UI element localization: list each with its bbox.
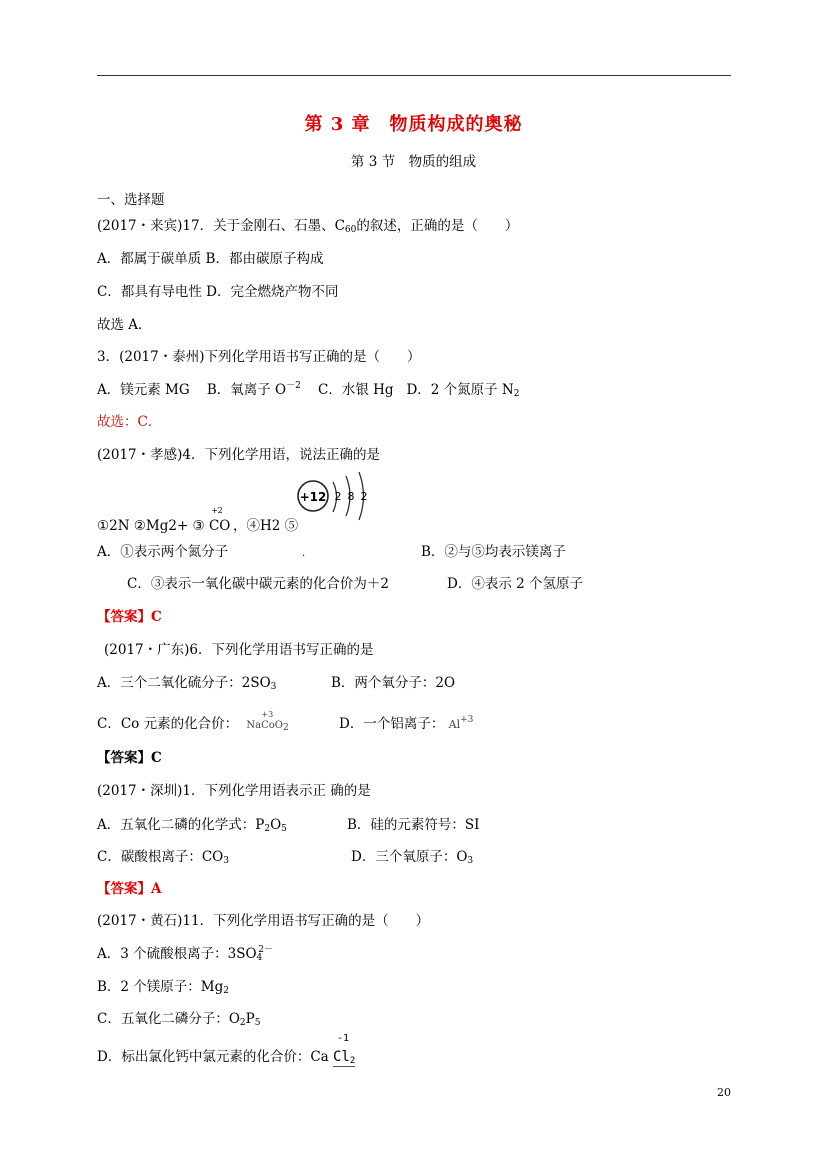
header-rule bbox=[97, 75, 731, 76]
q5-option-a: A．五氧化二磷的化学式：$P_2O_5$ bbox=[97, 817, 287, 834]
stray-dot: . bbox=[302, 548, 306, 559]
q5-option-b: B．硅的元素符号：SI bbox=[347, 817, 480, 833]
chapter-title: 第 3 章 物质构成的奥秘 bbox=[304, 114, 523, 135]
q3-items: ①2N ②Mg2+ ③ +2 CO ，④H2 ⑤ bbox=[97, 506, 299, 534]
q2-options: A．镁元素 MG B．氧离子 $O^{-2}$ C．水银 Hg D．2 个氮原子 $N_2$ bbox=[97, 381, 520, 399]
q6-option-d: D．标出氯化钙中氯元素的化合价：Ca -1 $Cl_2$ bbox=[97, 1033, 356, 1066]
q4-option-a: A．三个二氧化硫分子：$2SO_3$ bbox=[97, 675, 277, 692]
q5-option-d: D．三个氧原子：$O_3$ bbox=[351, 849, 474, 866]
q3-option-a: A．①表示两个氮分子 bbox=[97, 544, 229, 560]
q1-answer: 故选 A． bbox=[97, 317, 152, 333]
q2-stem: 3．(2017・泰州)下列化学用语书写正确的是（ ） bbox=[97, 349, 421, 365]
q2-answer: 故选：C． bbox=[97, 414, 162, 430]
section-heading: 一、选择题 bbox=[97, 192, 165, 208]
q6-stem: (2017・黄石)11．下列化学用语书写正确的是（ ） bbox=[97, 913, 430, 929]
q1-options-ab: A．都属于碳单质 B．都由碳原子构成 bbox=[97, 251, 324, 267]
mg-atom-structure-diagram bbox=[296, 470, 376, 526]
shell-2-count: 8 bbox=[347, 490, 355, 503]
q6-option-a: A．3 个硫酸根离子：$3SO_4^{2-}$ bbox=[97, 945, 274, 963]
q4-option-c: C．Co 元素的化合价： +3 NaCoO$_2$ bbox=[97, 710, 289, 733]
q3-option-c: C．③表示一氧化碳中碳元素的化合价为＋2 bbox=[127, 576, 389, 592]
q4-option-b: B．两个氧分子：2O bbox=[331, 675, 456, 691]
q5-stem: (2017・深圳)1．下列化学用语表示正 确的是 bbox=[97, 783, 371, 799]
q4-stem: (2017・广东)6．下列化学用语书写正确的是 bbox=[104, 642, 374, 658]
q5-answer: 【答案】A bbox=[97, 881, 162, 897]
q1-options-cd: C．都具有导电性 D．完全燃烧产物不同 bbox=[97, 284, 339, 300]
shell-3-count: 2 bbox=[360, 490, 368, 503]
page-number: 20 bbox=[717, 1086, 731, 1099]
q1-stem: (2017・来宾)17．关于金刚石、石墨、$C_{60}$的叙述，正确的是（ ） bbox=[97, 218, 519, 235]
q6-option-b: B．2 个镁原子：$Mg_2$ bbox=[97, 979, 230, 996]
q5-option-c: C．碳酸根离子：$CO_3$ bbox=[97, 849, 229, 866]
q3-option-b: B．②与⑤均表示镁离子 bbox=[421, 544, 566, 560]
nacoo2-formula: +3 NaCoO$_2$ bbox=[246, 710, 289, 733]
q4-option-d: D．一个铝离子： $Al^{+3}$ bbox=[339, 715, 474, 732]
q4-answer: 【答案】C bbox=[97, 750, 162, 766]
shell-1-count: 2 bbox=[334, 490, 342, 503]
section-subtitle: 第 3 节 物质的组成 bbox=[350, 154, 477, 170]
q3-answer: 【答案】C bbox=[97, 609, 162, 625]
cacl2-formula: -1 $Cl_2$ bbox=[333, 1033, 356, 1066]
co-valence-formula: +2 CO bbox=[208, 506, 231, 534]
q3-stem: (2017・孝感)4．下列化学用语，说法正确的是 bbox=[97, 447, 380, 463]
q3-option-d: D．④表示 2 个氢原子 bbox=[447, 576, 583, 592]
q6-option-c: C．五氧化二磷分子：$O_2P_5$ bbox=[97, 1011, 261, 1028]
nucleus-charge: +12 bbox=[299, 490, 327, 504]
al-ion: $Al^{+3}$ bbox=[448, 715, 474, 731]
